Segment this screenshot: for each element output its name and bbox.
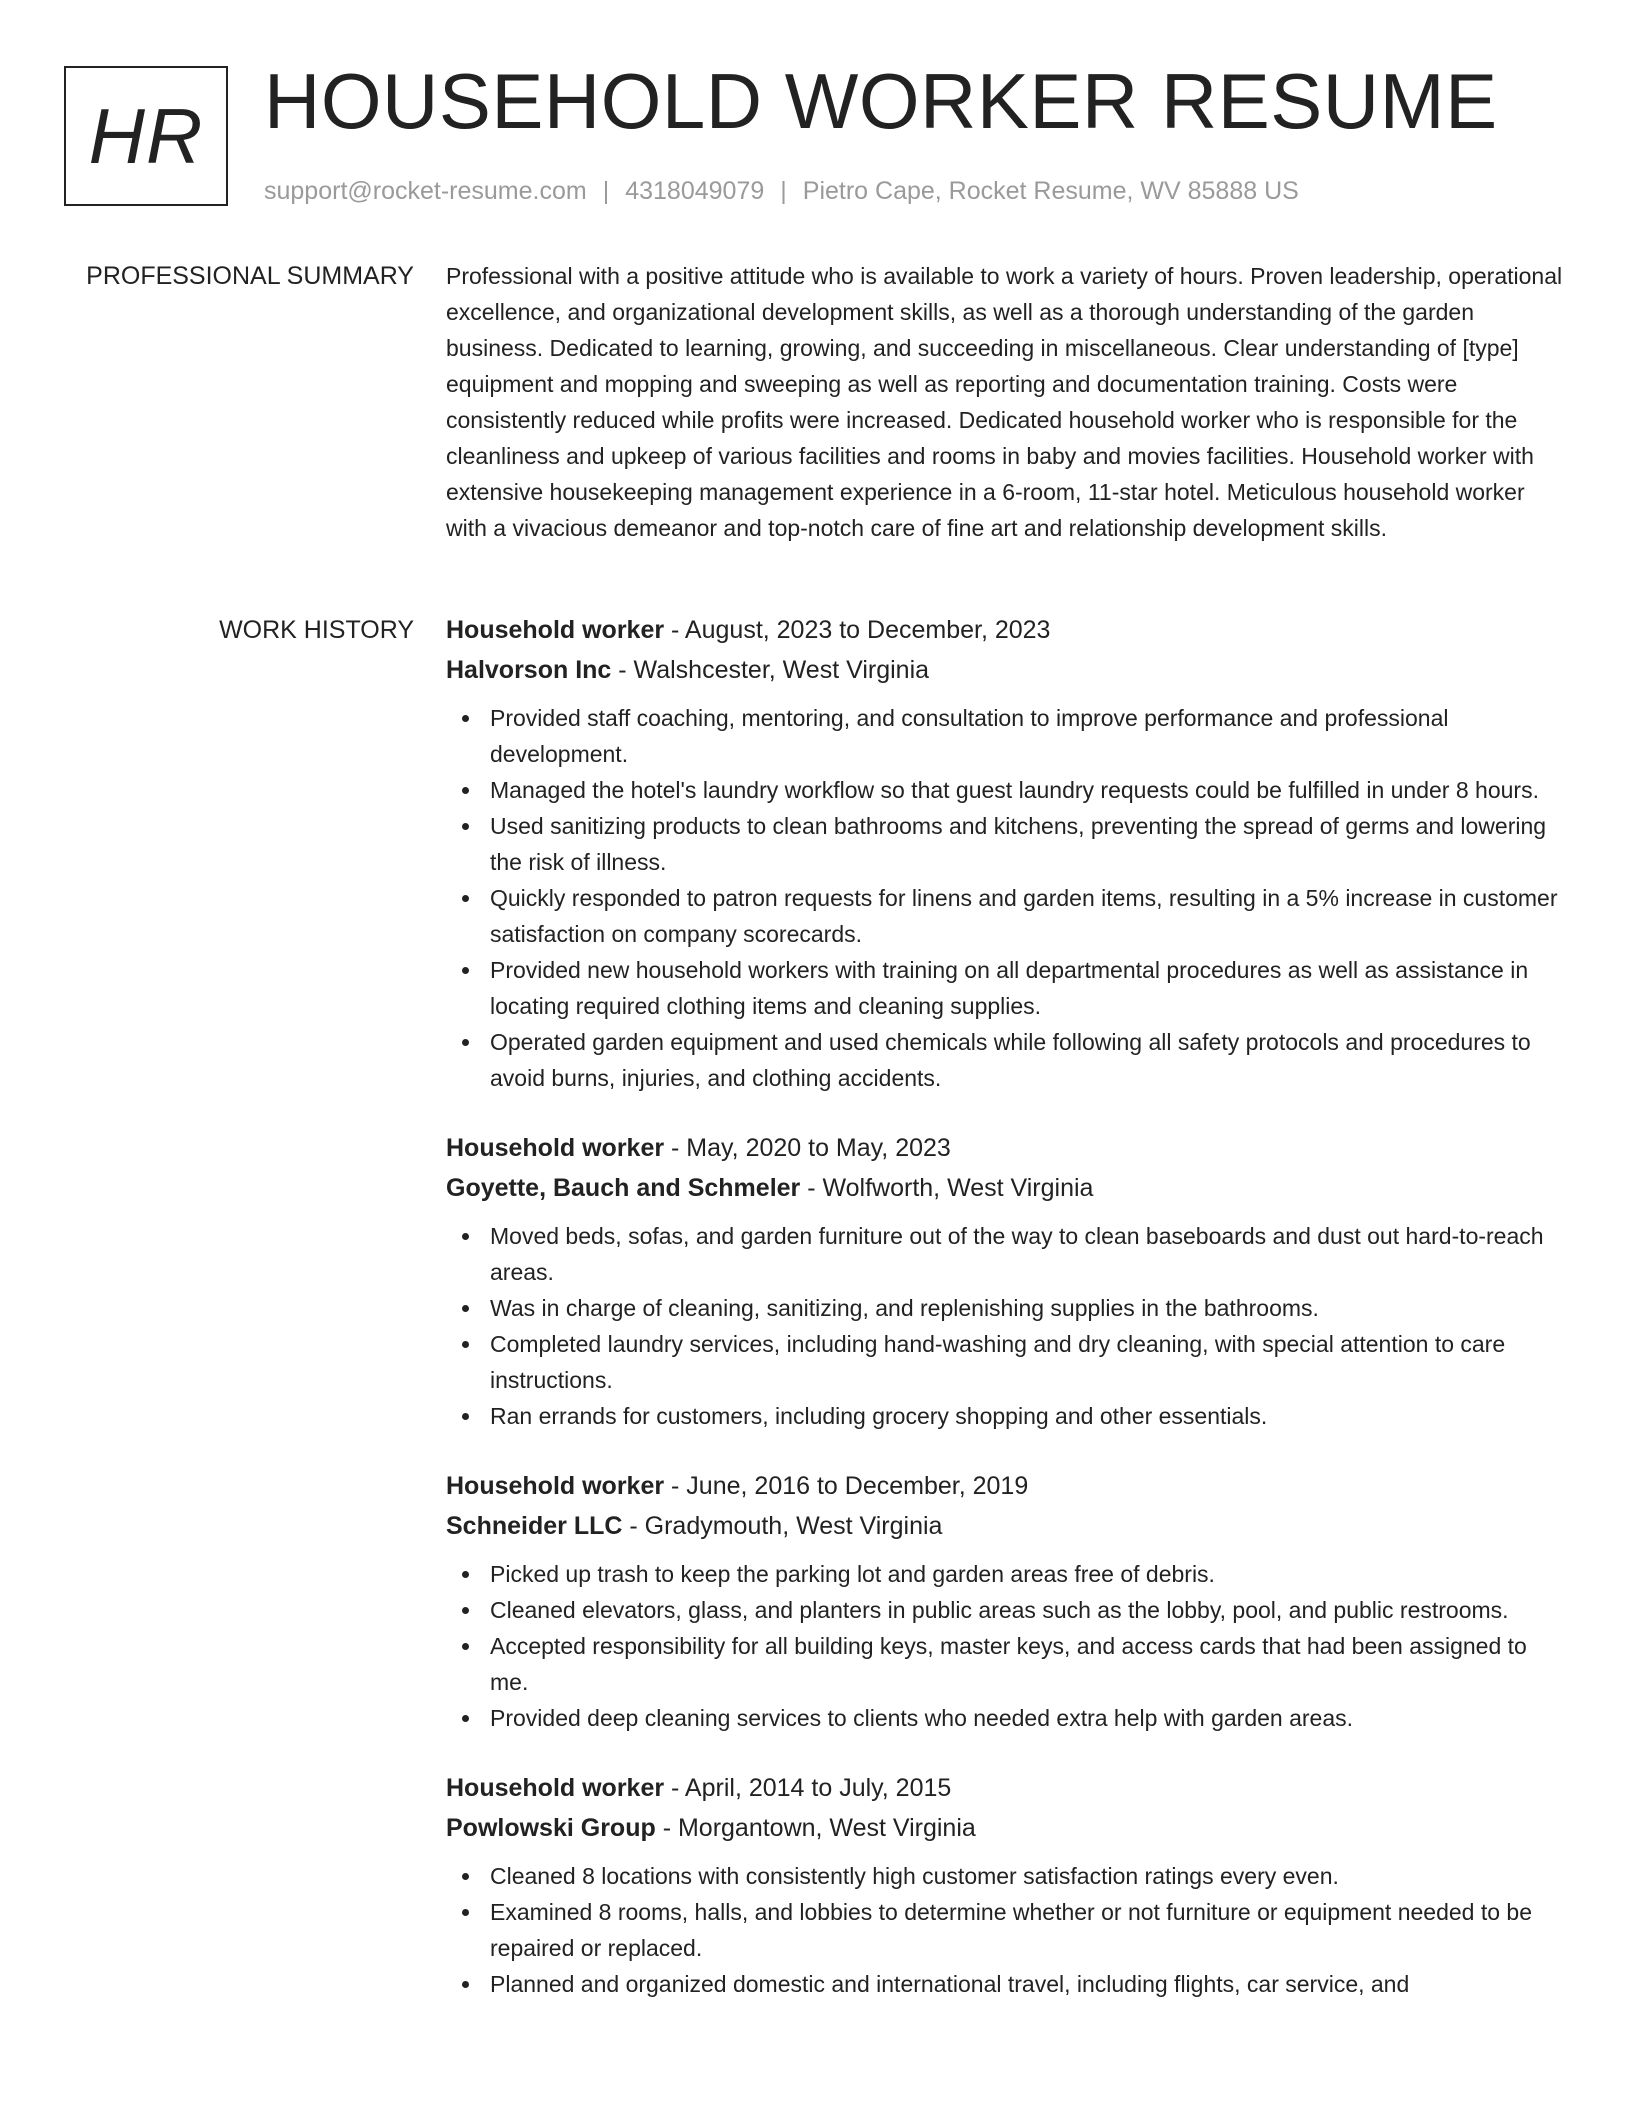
- job-bullet: Was in charge of cleaning, sanitizing, and replenishing supplies in the bathrooms.: [490, 1290, 1566, 1326]
- job-location: - Walshcester, West Virginia: [611, 656, 930, 684]
- job-dates: - April, 2014 to July, 2015: [664, 1774, 952, 1802]
- job-entry: [446, 1128, 1566, 1434]
- job-bullet: Provided deep cleaning services to clients who needed extra help with garden areas.: [490, 1700, 1566, 1736]
- job-company: Powlowski Group: [446, 1814, 656, 1842]
- job-bullet: Moved beds, sofas, and garden furniture out of the way to clean baseboards and dust out hard-to-reach areas.: [490, 1218, 1566, 1290]
- job-title-line: [446, 610, 1566, 650]
- job-company: Goyette, Bauch and Schmeler: [446, 1174, 801, 1202]
- job-bullet: Managed the hotel's laundry workflow so that guest laundry requests could be fulfilled in under 8 hours.: [490, 772, 1566, 808]
- job-location: - Gradymouth, West Virginia: [622, 1512, 943, 1540]
- job-bullet: Completed laundry services, including hand-washing and dry cleaning, with special attention to care instructions.: [490, 1326, 1566, 1398]
- job-bullet: Provided new household workers with training on all departmental procedures as well as assistance in locating required clothing items and cleaning supplies.: [490, 952, 1566, 1024]
- resume-title: HOUSEHOLD WORKER RESUME: [264, 57, 1498, 145]
- job-bullets: [446, 1218, 1566, 1434]
- job-title: Household worker: [446, 1472, 665, 1500]
- summary-body: [446, 258, 1566, 546]
- job-bullet: Operated garden equipment and used chemicals while following all safety protocols and procedures to avoid burns, injuries, and clothing accidents.: [490, 1024, 1566, 1096]
- job-title-line: [446, 1466, 1566, 1506]
- contact-phone: 4318049079: [625, 177, 765, 205]
- job-bullets: [446, 1556, 1566, 1736]
- job-entry: [446, 1768, 1566, 2002]
- job-bullet: Accepted responsibility for all building keys, master keys, and access cards that had been assigned to me.: [490, 1628, 1566, 1700]
- job-bullets: [446, 700, 1566, 1096]
- job-company: Schneider LLC: [446, 1512, 623, 1540]
- monogram-logo: [64, 66, 228, 206]
- contact-email: support@rocket-resume.com: [264, 177, 587, 205]
- job-title-line: [446, 1128, 1566, 1168]
- job-bullets: [446, 1858, 1566, 2002]
- summary-text: Professional with a positive attitude who is available to work a variety of hours. Proven leadership, operational excellence, and organizational development skills, as well as a thorough understanding of the garden business. Dedicated to learning, growing, and succeeding in miscellaneous. Clear understanding of [type] equipment and mopping and sweeping as well as reporting and documentation training. Costs were consistently reduced while profits were increased. Dedicated household worker who is responsible for the cleanliness and upkeep of various facilities and rooms in baby and movies facilities. Household worker with extensive housekeeping management experience in a 6-room, 11-star hotel. Meticulous household worker with a vivacious demeanor and top-notch care of fine art and relationship development skills.: [446, 263, 1563, 541]
- job-bullet: Quickly responded to patron requests for linens and garden items, resulting in a 5% increase in customer satisfaction on company scorecards.: [490, 880, 1566, 952]
- contact-address: Pietro Cape, Rocket Resume, WV 85888 US: [802, 177, 1299, 205]
- contact-separator: |: [780, 177, 787, 205]
- job-dates: - August, 2023 to December, 2023: [664, 616, 1051, 644]
- job-location: - Wolfworth, West Virginia: [800, 1174, 1094, 1202]
- monogram-text: HR: [88, 92, 204, 180]
- summary-label: PROFESSIONAL SUMMARY: [86, 262, 414, 290]
- job-dates: - June, 2016 to December, 2019: [664, 1472, 1029, 1500]
- job-bullet: Provided staff coaching, mentoring, and consultation to improve performance and professional development.: [490, 700, 1566, 772]
- work-history-label: WORK HISTORY: [219, 616, 414, 644]
- job-bullet: Used sanitizing products to clean bathrooms and kitchens, preventing the spread of germs and lowering the risk of illness.: [490, 808, 1566, 880]
- job-entry: [446, 1466, 1566, 1736]
- job-bullet: Cleaned elevators, glass, and planters in public areas such as the lobby, pool, and public restrooms.: [490, 1592, 1566, 1628]
- job-title: Household worker: [446, 1134, 665, 1162]
- job-entry: [446, 610, 1566, 1096]
- job-bullet: Planned and organized domestic and international travel, including flights, car service, and: [490, 1966, 1566, 2002]
- job-bullet: Cleaned 8 locations with consistently high customer satisfaction ratings every even.: [490, 1858, 1566, 1894]
- job-title: Household worker: [446, 1774, 665, 1802]
- job-bullet: Picked up trash to keep the parking lot and garden areas free of debris.: [490, 1556, 1566, 1592]
- contact-separator: |: [602, 177, 610, 205]
- job-bullet: Ran errands for customers, including grocery shopping and other essentials.: [490, 1398, 1566, 1434]
- job-company: Halvorson Inc: [446, 656, 612, 684]
- job-dates: - May, 2020 to May, 2023: [664, 1134, 951, 1162]
- job-location: - Morgantown, West Virginia: [655, 1814, 976, 1842]
- job-company-line: [446, 1168, 1566, 1208]
- job-company-line: [446, 1808, 1566, 1848]
- job-company-line: [446, 650, 1566, 690]
- contact-line: [264, 174, 1299, 208]
- job-title-line: [446, 1768, 1566, 1808]
- job-company-line: [446, 1506, 1566, 1546]
- job-bullet: Examined 8 rooms, halls, and lobbies to determine whether or not furniture or equipment needed to be repaired or replaced.: [490, 1894, 1566, 1966]
- job-title: Household worker: [446, 616, 665, 644]
- work-history-body: [446, 610, 1566, 2034]
